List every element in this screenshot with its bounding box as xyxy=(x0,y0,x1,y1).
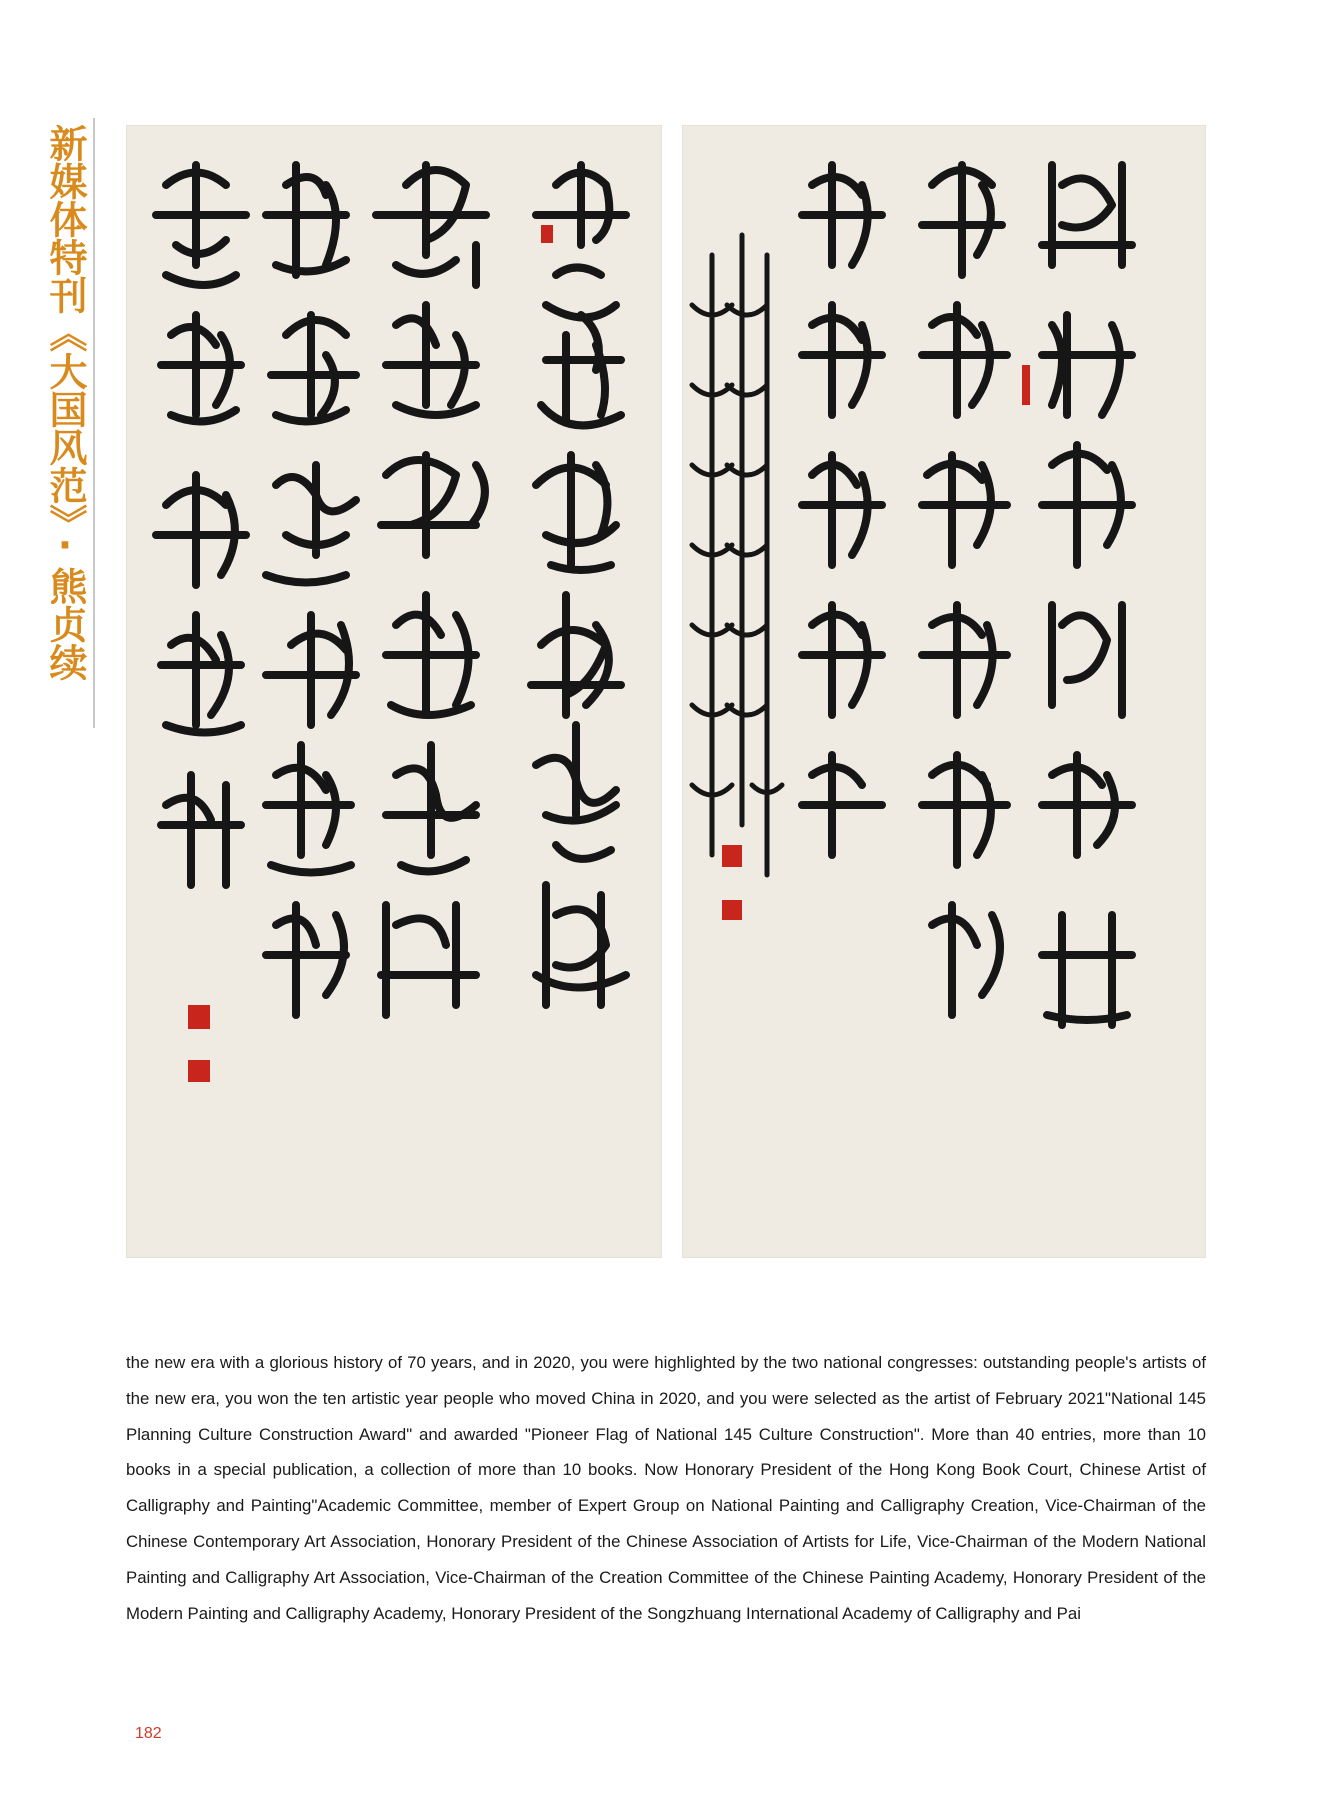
calligraphy-left-drawing xyxy=(126,125,662,1258)
calligraphy-right-drawing xyxy=(682,125,1206,1258)
title-divider xyxy=(93,118,95,728)
calligraphy-artwork-left xyxy=(126,125,662,1258)
page-number: 182 xyxy=(135,1725,162,1742)
seals-left xyxy=(188,225,553,1082)
article-body-text: the new era with a glorious history of 70 years, and in 2020, you were highlighted by the two national congresses: outstanding people's artists of the new era, you won the ten artistic year people who moved China in 2020, and you were selected as the artist of February 2021"National 145 Planning Culture Construction Award" and awarded "Pioneer Flag of National 145 Culture Construction". More than 40 entries, more than 10 books in a special publication, a collection of more than 10 books. Now Honorary President of the Hong Kong Book Court, Chinese Artist of Calligraphy and Painting"Academic Committee, member of Expert Group on National Painting and Calligraphy Creation, Vice-Chairman of the Chinese Contemporary Art Association, Honorary President of the Chinese Association of Artists for Life, Vice-Chairman of the Modern National Painting and Calligraphy Art Association, Vice-Chairman of the Creation Committee of the Chinese Painting Academy, Honorary President of the Modern Painting and Calligraphy Academy, Honorary President of the Songzhuang International Academy of Calligraphy and Pai xyxy=(126,1353,1206,1623)
calligraphy-artwork-right xyxy=(682,125,1206,1258)
vertical-page-title: 新媒体特刊《大国风范》·熊贞续 xyxy=(43,124,87,681)
